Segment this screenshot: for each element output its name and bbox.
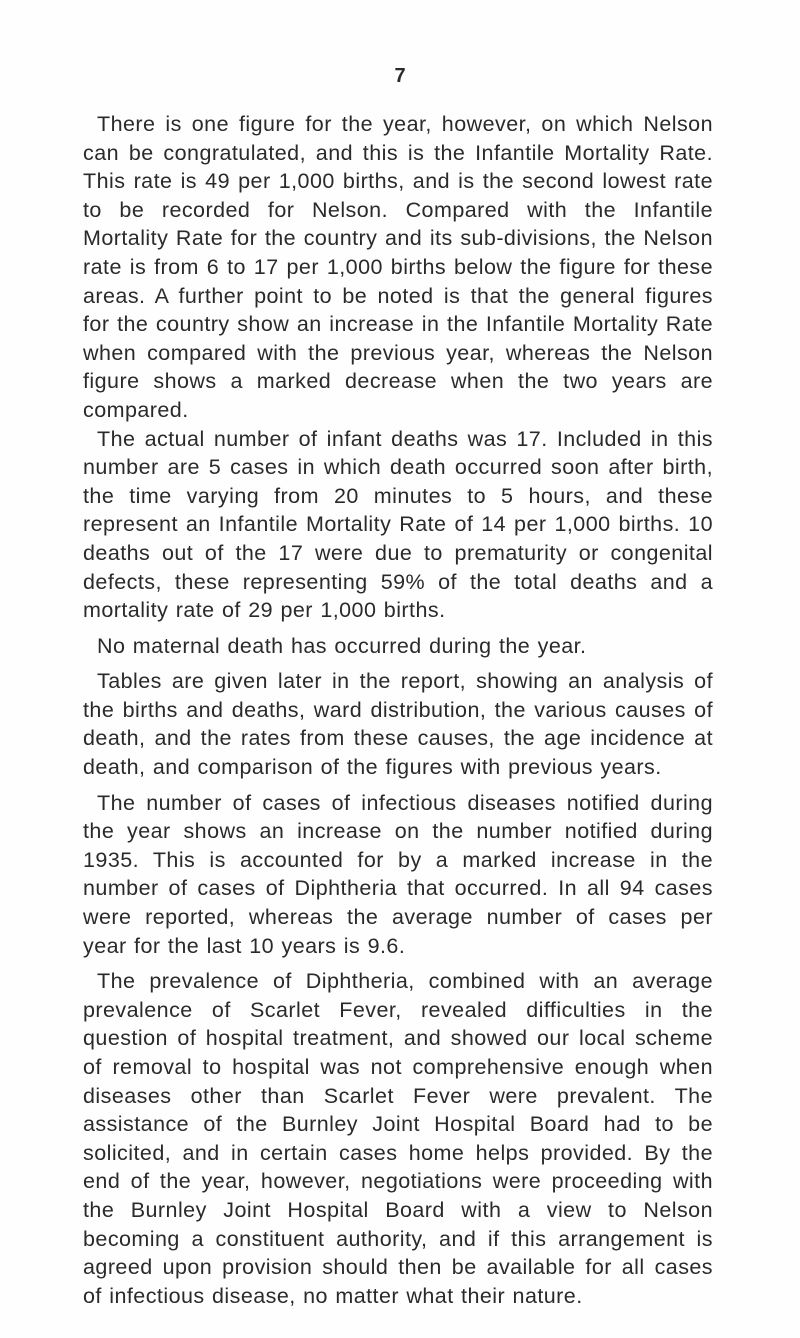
paragraph-diphtheria: The prevalence of Diphtheria, combined with an average prevalence of Scarlet Fever, revealed difficulties in the question of hospital treatment, and showed our local scheme of removal to hospital was not comprehensive enough when diseases other than Scarlet Fever were prevalent. The assistance of the Burnley Joint Hospital Board had to be solicited, and in certain cases home helps provided. By the end of the year, however, negotiations were proceeding with the Burnley Joint Hospital Board with a view to Nelson becoming a constituent authority, and if this arrangement is agreed upon provision should then be available for all cases of infectious disease, no matter what their nature. [83,969,713,1308]
paragraph-tables: Tables are given later in the report, showing an analysis of the births and deaths, ward distribution, the various causes of death, and the rates from these causes, the age incidence at death, and comparison of the figures with previous years. [83,669,713,780]
paragraph-infectious-diseases: The number of cases of infectious diseases notified during the year shows an increase on the number notified during 1935. This is accounted for by a marked increase in the number of cases of Diphtheria that occurred. In all 94 cases were reported, whereas the average number of cases per year for the last 10 years is 9.6. [83,790,713,958]
paragraph-infantile-mortality: There is one figure for the year, however, on which Nelson can be congratulated, and this is the Infantile Mortality Rate. This rate is 49 per 1,000 births, and is the second lowest rate to be recorded for Nelson. Compared with the Infantile Mortality Rate for the country and its sub-divisions, the Nelson rate is from 6 to 17 per 1,000 births below the figure for these areas. A further point to be noted is that the general figures for the country show an increase in the Infantile Mortality Rate when compared with the previous year, whereas the Nelson figure shows a marked decrease when the two years are compared. [83,112,713,422]
report-body [83,110,713,1310]
paragraph-maternal-death: No maternal death has occurred during the year. [97,633,587,658]
paragraph-infant-deaths: The actual number of infant deaths was 17. Included in this number are 5 cases in which death occurred soon after birth, the time varying from 20 minutes to 5 hours, and these represent an Infantile Mortality Rate of 14 per 1,000 births. 10 deaths out of the 17 were due to prematurity or congenital defects, these representing 59% of the total deaths and a mortality rate of 29 per 1,000 births. [83,426,713,623]
page-number: 7 [394,65,406,87]
